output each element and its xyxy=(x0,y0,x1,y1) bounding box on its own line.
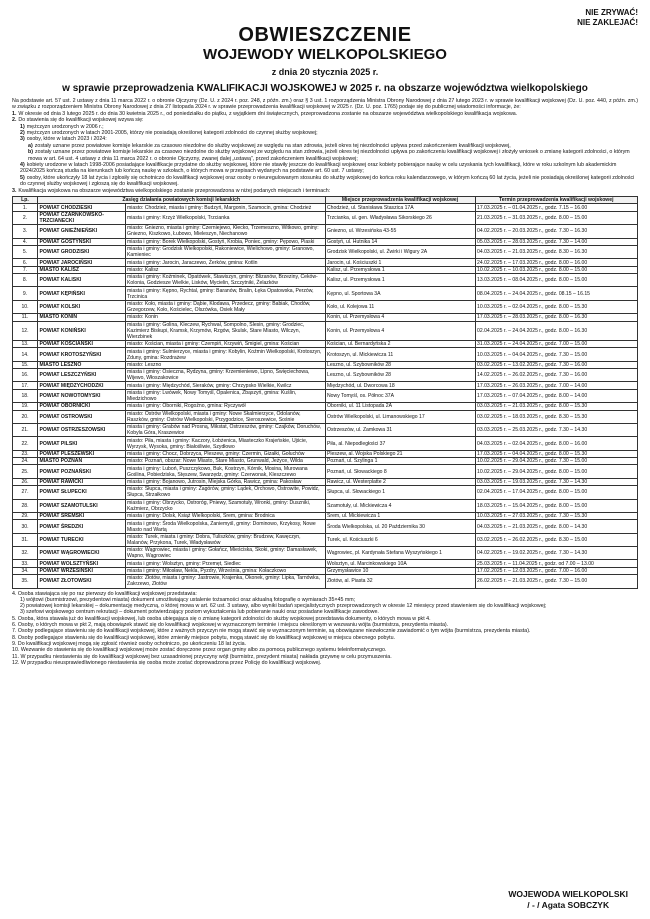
table-row xyxy=(13,533,638,546)
row-number: 4. xyxy=(13,238,38,245)
row-term: 02.04.2025 r. – 24.04.2025 r., godz. 8.00 – 16.30 xyxy=(475,321,638,340)
row-range: miasta i gminy: Krzyż Wielkopolski, Trzcianka xyxy=(125,211,325,224)
row-district: MIASTO LESZNO xyxy=(38,361,126,368)
row-number: 16. xyxy=(13,369,38,382)
table-row xyxy=(13,211,638,224)
row-term: 03.02.2025 r. – 13.02.2025 r., godz. 7.30 – 16.00 xyxy=(475,361,638,368)
row-term: 04.03.2025 r. – 21.03.2025 r., godz. 8.30 – 16.30 xyxy=(475,245,638,258)
row-place: Oborniki, ul. 11 Listopada 2A xyxy=(325,403,475,410)
row-district: POWIAT SZAMOTULSKI xyxy=(38,499,126,512)
row-district: POWIAT KROTOSZYŃSKI xyxy=(38,348,126,361)
row-term: 04.02.2025 r. – 19.02.2025 r., godz. 7.30 – 14.30 xyxy=(475,547,638,560)
row-district: POWIAT LESZCZYŃSKI xyxy=(38,369,126,382)
row-range: miasto: Kościan, miasta i gminy: Czempiń, Krzywiń, Śmigiel, gmina: Kościan xyxy=(125,340,325,347)
row-range: miasta i gminy: Jarocin, Jaraczewo, Żerków, gmina: Kotlin xyxy=(125,259,325,266)
announcement-subject: w sprawie przeprowadzenia KWALIFIKACJI WOJSKOWEJ w 2025 r. na obszarze województwa wielkopolskiego xyxy=(62,83,588,94)
note-item: 10. Wezwanie do stawienia się do kwalifikacji wojskowej może zostać doręczone przez organ gminy albo za pomocą publicznego systemu teleinformatycznego. xyxy=(12,647,387,654)
row-district: POWIAT GNIEŹNIEŃSKI xyxy=(38,225,126,238)
announcement-date: z dnia 20 stycznia 2025 r. xyxy=(271,67,379,77)
table-row xyxy=(13,486,638,499)
row-number: 19. xyxy=(13,403,38,410)
row-number: 14. xyxy=(13,348,38,361)
note-item: 12. W przypadku nieusprawiedliwionego niestawienia się osoba może zostać doprowadzona przez Policję do kwalifikacji wojskowej. xyxy=(12,659,322,666)
point-text: zostały uznane przez powiatowe komisje lekarskie za czasowo niezdolne do służby wojskowej ze względu na stan zdrowia, jeżeli okres tej niezdolności upływa przed zakończeniem kwalifikacji wojskowej, xyxy=(34,142,511,149)
row-number: 6. xyxy=(13,259,38,266)
row-term: 03.03.2025 r. – 21.03.2025 r., godz. 8.00 – 15.30 xyxy=(475,403,638,410)
additional-notes xyxy=(12,591,638,667)
row-district: POWIAT WĄGROWIECKI xyxy=(38,547,126,560)
row-place: Międzychód, ul. Dworcowa 18 xyxy=(325,382,475,389)
point-number: 2) xyxy=(20,130,25,137)
row-district: MIASTO KONIN xyxy=(38,314,126,321)
signature-block xyxy=(508,889,628,911)
row-term: 24.02.2025 r. – 17.03.2025 r., godz. 8.00 – 16.00 xyxy=(475,259,638,266)
row-range: miasta i gminy: Borek Wielkopolski, Gostyń, Krobia, Poniec, gminy: Pępowo, Piaski xyxy=(125,238,325,245)
row-term: 14.02.2025 r. – 26.02.2025 r., godz. 7.30 – 16.00 xyxy=(475,369,638,382)
row-number: 29. xyxy=(13,512,38,519)
table-row xyxy=(13,512,638,519)
note-item: 7. Osoby podlegające stawieniu się do kwalifikacji wojskowej, które z ważnych przyczyn nie mogą stawić się w wyznaczonym terminie, są obowiązane niezwłocznie zawiadomić o tym wójta (burmistrza, prezydenta miasta). xyxy=(12,628,531,635)
row-number: 34. xyxy=(13,567,38,574)
table-row xyxy=(13,389,638,402)
row-place: Gniezno, ul. Wrzesińska 43-55 xyxy=(325,225,475,238)
row-term: 10.03.2025 r. – 27.03.2025 r., godz. 7.30 – 15.30 xyxy=(475,512,638,519)
row-term: 31.03.2025 r. – 24.04.2025 r., godz. 7.00 – 15.00 xyxy=(475,340,638,347)
announcement-point xyxy=(12,162,638,175)
row-term: 17.03.2025 r. – 01.04.2025 r., godz. 7.15 – 16.00 xyxy=(475,204,638,211)
row-term: 10.02.2025 r. – 29.04.2025 r., godz. 7.30 – 15.00 xyxy=(475,458,638,465)
row-place: Ostrów Wielkopolski, ul. Limanowskiego 17 xyxy=(325,410,475,423)
table-row xyxy=(13,369,638,382)
row-district: POWIAT ZŁOTOWSKI xyxy=(38,575,126,588)
point-text: W okresie od dnia 3 lutego 2025 r. do dnia 30 kwietnia 2025 r., od poniedziałku do piątku, z wyjątkiem dni świątecznych, przeprowadzona zostanie na obszarze województwa wielkopolskiego kwalifikacja wojskowa. xyxy=(18,110,518,117)
point-number: 3) xyxy=(20,136,25,143)
row-term: 03.02.2025 r. – 26.02.2025 r., godz. 8.30 – 15.00 xyxy=(475,533,638,546)
row-number: 10. xyxy=(13,300,38,313)
row-term: 03.03.2025 r. – 19.03.2025 r., godz. 7.30 – 14.30 xyxy=(475,478,638,485)
row-range: miasta i gminy: Kępno, Rychtal, gminy: Baranów, Bralin, Łęka Opatowska, Perzów, Trzcinica xyxy=(125,287,325,300)
row-range: miasta i gminy: Międzychód, Sieraków, gminy: Chrzypsko Wielkie, Kwilcz xyxy=(125,382,325,389)
row-number: 30. xyxy=(13,520,38,533)
table-row xyxy=(13,458,638,465)
row-term: 10.03.2025 r. – 04.04.2025 r., godz. 7.30 – 15.00 xyxy=(475,348,638,361)
row-number: 27. xyxy=(13,486,38,499)
row-district: POWIAT KONIŃSKI xyxy=(38,321,126,340)
table-row xyxy=(13,314,638,321)
row-place: Rawicz, ul. Westerplatte 2 xyxy=(325,478,475,485)
do-not-tear-notice xyxy=(577,8,638,28)
row-district: POWIAT ŚREDZKI xyxy=(38,520,126,533)
row-place: Konin, ul. Przemysłowa 4 xyxy=(325,314,475,321)
row-number: 1. xyxy=(13,204,38,211)
legal-basis-paragraph: Na podstawie art. 57 ust. 2 ustawy z dnia 11 marca 2022 r. o obronie Ojczyzny (Dz. U. z 2024 r. poz. 248, z późn. zm.) oraz § 3 ust. 1 rozporządzenia Ministra Obrony Narodowej z dnia 27 lutego 2023 r. w sprawie kwalifikacji wojskowej (Dz. U. poz. 440, z późn. zm.) w związku z rozporządzeniem Ministra Obrony Narodowej z dnia 27 listopada 2024 r. w sprawie przeprowadzenia kwalifikacji wojskowej w 2025 r. (Dz. U. poz. 1765) podaje się do publicznej wiadomości informacje, że: xyxy=(12,98,638,111)
row-district: POWIAT GOSTYŃSKI xyxy=(38,238,126,245)
signature-name: / - / Agata SOBCZYK xyxy=(527,900,610,910)
row-district: POWIAT POZNAŃSKI xyxy=(38,465,126,478)
announcement-points xyxy=(12,111,638,194)
table-header-row xyxy=(13,197,638,204)
row-district: POWIAT NOWOTOMYSKI xyxy=(38,389,126,402)
table-row xyxy=(13,340,638,347)
row-place: Turek, ul. Kościuszki 6 xyxy=(325,533,475,546)
row-place: Poznań, ul. Słowackiego 8 xyxy=(325,465,475,478)
row-number: 15. xyxy=(13,361,38,368)
point-text: mężczyzn urodzonych w 2006 r.; xyxy=(26,123,104,130)
table-row xyxy=(13,450,638,457)
row-number: 25. xyxy=(13,465,38,478)
row-range: miasto: Leszno xyxy=(125,361,325,368)
row-range: miasta i gminy: Golina, Kleczew, Rychwał, Sompolno, Ślesin, gminy: Grodziec, Kazimierz Biskupi, Kramsk, Krzymów, Rzgów, Skulsk, Stare Miasto, Wilczyn, Wierzbinek xyxy=(125,321,325,340)
point-number: a) xyxy=(28,142,33,149)
row-term: 04.02.2025 r. – 20.03.2025 r., godz. 7.30 – 16.30 xyxy=(475,225,638,238)
row-place: Grzymysławice 10 xyxy=(325,567,475,574)
table-row xyxy=(13,204,638,211)
row-district: POWIAT TURECKI xyxy=(38,533,126,546)
do-not-cover-line: NIE ZAKLEJAĆ! xyxy=(577,18,638,27)
row-number: 35. xyxy=(13,575,38,588)
row-district: POWIAT KOŚCIAŃSKI xyxy=(38,340,126,347)
row-range: miasto: Ostrów Wielkopolski, miasta i gminy: Nowe Skalmierzyce, Odolanów, Raszków, gminy: Ostrów Wielkopolski, Przygodzice, Sieroszewice, Sośnie xyxy=(125,410,325,423)
row-range: miasto: Wągrowiec, miasta i gminy: Gołańcz, Mieściska, Skoki, gminy: Damasławek, Wapno, Wągrowiec xyxy=(125,547,325,560)
signature-title: WOJEWODA WIELKOPOLSKI xyxy=(508,889,628,899)
row-place: Szamotuły, ul. Mickiewicza 4 xyxy=(325,499,475,512)
table-row xyxy=(13,520,638,533)
row-district: POWIAT KĘPIŃSKI xyxy=(38,287,126,300)
row-district: POWIAT RAWICKI xyxy=(38,478,126,485)
row-place: Słupca, ul. Słowackiego 1 xyxy=(325,486,475,499)
table-row xyxy=(13,238,638,245)
row-place: Jarocin, ul. Kościuszki 1 xyxy=(325,259,475,266)
header-lp: Lp. xyxy=(13,197,38,204)
table-row xyxy=(13,274,638,287)
table-row xyxy=(13,547,638,560)
point-number: b) xyxy=(28,149,33,156)
row-term: 18.03.2025 r. – 15.04.2025 r., godz. 8.00 – 15.00 xyxy=(475,499,638,512)
table-row xyxy=(13,287,638,300)
header-range: Zasięg działania powiatowych komisji lekarskich xyxy=(38,197,326,204)
row-place: Grodzisk Wielkopolski, ul. Żwirki i Wigury 2A xyxy=(325,245,475,258)
row-term: 17.03.2025 r. – 28.03.2025 r., godz. 8.00 – 16.30 xyxy=(475,314,638,321)
row-term: 26.02.2025 r. – 21.03.2025 r., godz. 7.30 – 15.00 xyxy=(475,575,638,588)
row-district: POWIAT MIĘDZYCHODZKI xyxy=(38,382,126,389)
row-range: miasto: Turek, miasta i gminy: Dobra, Tuliszków, gminy: Brudzew, Kawęczyn, Malanów, Przykona, Turek, Władysławów xyxy=(125,533,325,546)
header-term: Termin przeprowadzenia kwalifikacji wojskowej xyxy=(475,197,638,204)
row-range: miasto: Złotów, miasta i gminy: Jastrowie, Krajenka, Okonek, gminy: Lipka, Tarnówka, Zakrzewo, Złotów xyxy=(125,575,325,588)
header-place: Miejsce przeprowadzenia kwalifikacji wojskowej xyxy=(325,197,475,204)
row-range: miasto: Kalisz xyxy=(125,266,325,273)
point-text: zostały uznane przez powiatowe komisje lekarskie za czasowo niezdolne do służby wojskowej ze względu na stan zdrowia, jeżeli okres tej niezdolności upływa po zakończeniu kwalifikacji wojskowej i złożyły wniosek o zmianę kategorii zdolności, o którym mowa w art. 64 ust. 4 ustawy z dnia 11 marca 2022 r. o obronie Ojczyzny, zwanej dalej „ustawą”, przed zakończeniem kwalifikacji wojskowej; xyxy=(28,149,630,162)
row-number: 23. xyxy=(13,450,38,457)
row-district: POWIAT WOLSZTYŃSKI xyxy=(38,560,126,567)
announcement-header xyxy=(12,24,638,94)
row-number: 3. xyxy=(13,225,38,238)
row-number: 12. xyxy=(13,321,38,340)
row-district: POWIAT CHODZIESKI xyxy=(38,204,126,211)
note-item: 8. Osoby podlegające stawieniu się do kwalifikacji wojskowej, które zmieniły miejsce pobytu, mogą stawić się do kwalifikacji wojskowej w miejscu obecnego pobytu. xyxy=(12,634,396,641)
row-number: 24. xyxy=(13,458,38,465)
table-row xyxy=(13,410,638,423)
row-term: 08.04.2025 r. – 24.04.2025 r., godz. 08.15 – 16.15 xyxy=(475,287,638,300)
row-range: miasta i gminy: Wolsztyn, gminy: Przemęt, Siedlec xyxy=(125,560,325,567)
row-range: miasta i gminy: Miłosław, Nekla, Pyzdry, Września, gmina: Kołaczkowo xyxy=(125,567,325,574)
row-place: Nowy Tomyśl, os. Północ 37A xyxy=(325,389,475,402)
table-row xyxy=(13,478,638,485)
table-row xyxy=(13,321,638,340)
row-place: Wągrowiec, pl. Kardynała Stefana Wyszyńskiego 1 xyxy=(325,547,475,560)
row-number: 5. xyxy=(13,245,38,258)
qualification-schedule-table xyxy=(12,196,638,589)
row-district: POWIAT JAROCIŃSKI xyxy=(38,259,126,266)
table-row xyxy=(13,245,638,258)
row-range: miasta i gminy: Sulmierzyce, miasta i gminy: Kobylin, Koźmin Wielkopolski, Krotoszyn, Zduny, gmina: Rozdrażew xyxy=(125,348,325,361)
row-term: 02.04.2025 r. – 17.04.2025 r., godz. 8.00 – 15.00 xyxy=(475,486,638,499)
row-place: Leszno, ul. Szybowników 28 xyxy=(325,369,475,382)
table-row xyxy=(13,575,638,588)
point-number: 1. xyxy=(12,110,17,117)
point-text: Kwalifikacja wojskowa na obszarze województwa wielkopolskiego zostanie przeprowadzona w niżej podanych miejscach i terminach: xyxy=(18,187,331,194)
row-place: Śrem, ul. Mickiewicza 1 xyxy=(325,512,475,519)
notes-list xyxy=(12,597,638,666)
row-number: 33. xyxy=(13,560,38,567)
announcement-point xyxy=(12,149,638,162)
row-place: Wolsztyn, ul. Marcinkowskiego 10A xyxy=(325,560,475,567)
table-row xyxy=(13,403,638,410)
row-district: POWIAT CZARNKOWSKO-TRZCIANECKI xyxy=(38,211,126,224)
row-term: 04.03.2025 r. – 02.04.2025 r., godz. 8.00 – 16.00 xyxy=(475,437,638,450)
row-range: miasta i gminy: Obrzycko, Ostroróg, Pniewy, Szamotuły, Wronki, gminy: Duszniki, Kaźmierz, Obrzycko xyxy=(125,499,325,512)
row-place: Złotów, al. Piasta 32 xyxy=(325,575,475,588)
row-place: Leszno, ul. Szybowników 28 xyxy=(325,361,475,368)
row-number: 20. xyxy=(13,410,38,423)
row-number: 22. xyxy=(13,437,38,450)
row-number: 32. xyxy=(13,547,38,560)
row-range: miasta i gminy: Koźminek, Opatówek, Stawiszyn, gminy: Blizanów, Brzeziny, Ceków-Kolonia, Godziesze Wielkie, Lisków, Mycielin, Szczytniki, Żelazków xyxy=(125,274,325,287)
row-number: 21. xyxy=(13,423,38,436)
row-range: miasto: Konin xyxy=(125,314,325,321)
row-place: Poznań, ul. Szylinga 1 xyxy=(325,458,475,465)
point-number: 2. xyxy=(12,117,17,124)
note-item: 1) wójtowi (burmistrzowi, prezydentowi miasta) dokument umożliwiający ustalenie tożsamości oraz aktualną fotografię o wymiarach 35×45 mm; xyxy=(20,596,356,603)
row-range: miasto: Poznań, obszar: Nowe Miasto, Stare Miasto, Grunwald, Jeżyce, Wilda xyxy=(125,458,325,465)
table-row xyxy=(13,300,638,313)
row-place: Piła, al. Niepodległości 37 xyxy=(325,437,475,450)
row-number: 9. xyxy=(13,287,38,300)
point-text: kobiety urodzone w latach 1998-2006 posiadające kwalifikacje przydatne do służby wojskowej, które nie stawiły jeszcze do kwalifikacji wojskowej oraz kobiety pobierające naukę w celu uzyskania tych kwalifikacji, które w roku szkolnym lub akademickim 2024/2025 kończą studia na kierunkach lub kończą naukę w szkołach, o których mowa w przepisach wydanych na podstawie art. 60 ust. 7 ustawy; xyxy=(20,162,617,175)
point-number: 5) xyxy=(20,174,25,181)
row-place: Kościan, ul. Bernardyńska 2 xyxy=(325,340,475,347)
note-item: 6. Osoby, o których mowa w pkt 2, mają obowiązek stawić się do kwalifikacji wojskowej w wyznaczonym terminie i miejscu określonym w wezwaniu wójta (burmistrza, prezydenta miasta). xyxy=(12,622,449,629)
row-district: MIASTO KALISZ xyxy=(38,266,126,273)
row-number: 13. xyxy=(13,340,38,347)
row-place: Gostyń, ul. Hutnika 14 xyxy=(325,238,475,245)
row-place: Konin, ul. Przemysłowa 4 xyxy=(325,321,475,340)
table-row xyxy=(13,465,638,478)
row-number: 28. xyxy=(13,499,38,512)
row-term: 04.03.2025 r. – 21.03.2025 r., godz. 8.00 – 14.30 xyxy=(475,520,638,533)
row-district: POWIAT OSTRZESZOWSKI xyxy=(38,423,126,436)
row-term: 13.03.2025 r. – 08.04.2025 r., godz. 8.00 – 15.00 xyxy=(475,274,638,287)
row-place: Środa Wielkopolska, ul. 20 Października 30 xyxy=(325,520,475,533)
row-range: miasta i gminy: Osieczna, Rydzyna, gminy: Krzemieniewo, Lipno, Święciechowa, Wijewo, Włoszakowice xyxy=(125,369,325,382)
row-term: 03.02.2025 r. – 18.03.2025 r., godz. 8.30 – 15.30 xyxy=(475,410,638,423)
table-row xyxy=(13,361,638,368)
row-range: miasta i gminy: Grodzisk Wielkopolski, Rakoniewice, Wielichowo, gminy: Granowo, Kamieniec xyxy=(125,245,325,258)
row-place: Ostrzeszów, ul. Zamkowa 31 xyxy=(325,423,475,436)
point-text: osoby, które ukończyły 18 lat życia i zgłosiły się ochotniczo do kwalifikacji wojskowej oraz osoby o nieuregulowanym stosunku do służby wojskowej do końca roku kalendarzowego, w którym kończą 60 lat życia, jeżeli nie posiadają określonej kategorii zdolności do czynnej służby wojskowej i zgłoszą się do kwalifikacji wojskowej. xyxy=(20,174,635,188)
row-place: Kalisz, ul. Przemysłowa 1 xyxy=(325,274,475,287)
note-item: 11. W przypadku niestawienia się do kwalifikacji wojskowej bez uzasadnionej przyczyny wójt (burmistrz, prezydent miasta) nakłada grzywnę w celu przymuszenia. xyxy=(12,653,392,660)
row-place: Kalisz, ul. Przemysłowa 1 xyxy=(325,266,475,273)
announcement-title: OBWIESZCZENIE xyxy=(238,24,412,46)
row-term: 17.03.2025 r. – 04.04.2025 r., godz. 8.00 – 15.30 xyxy=(475,450,638,457)
point-number: 1) xyxy=(20,123,25,130)
note-item: 9. Do kwalifikacji wojskowej mogą się zgłosić również osoby ochotniczo, po ukończeniu 18 lat życia. xyxy=(12,640,247,647)
table-body xyxy=(13,204,638,588)
row-term: 03.03.2025 r. – 25.03.2025 r., godz. 7.30 – 14.30 xyxy=(475,423,638,436)
table-row xyxy=(13,437,638,450)
notes-heading: 4. Osoba stawiająca się po raz pierwszy do kwalifikacji wojskowej przedstawia: xyxy=(12,590,197,597)
note-item: 3) szefowi wojskowego centrum rekrutacji – dokument potwierdzający poziom wykształcenia lub pobieranie nauki oraz posiadane kwalifikacje zawodowe. xyxy=(20,609,379,616)
point-number: 4) xyxy=(20,162,25,169)
row-range: miasto: Gniezno, miasta i gminy: Czerniejewo, Kłecko, Trzemeszno, Witkowo, gminy: Gniezno, Kiszkowo, Łubowo, Mieleszyn, Niechanowo xyxy=(125,225,325,238)
row-number: 8. xyxy=(13,274,38,287)
row-place: Krotoszyn, ul. Mickiewicza 11 xyxy=(325,348,475,361)
table-row xyxy=(13,382,638,389)
row-range: miasta i gminy: Luboń, Puszczykowo, Buk, Kostrzyn, Kórnik, Mosina, Murowana Goślina, Pobiedziska, Stęszew, Swarzędz, gminy: Czerwonak, Kleszczewo xyxy=(125,465,325,478)
row-term: 05.03.2025 r. – 28.03.2025 r., godz. 7.30 – 14.00 xyxy=(475,238,638,245)
row-range: miasta i gminy: Oborniki, Rogoźno, gmina: Ryczywół xyxy=(125,403,325,410)
row-range: miasto: Koło, miasta i gminy: Dąbie, Kłodawa, Przedecz, gminy: Babiak, Chodów, Grzegorzew, Koło, Kościelec, Olszówka, Osiek Mały xyxy=(125,300,325,313)
row-number: 11. xyxy=(13,314,38,321)
row-place: Pleszew, al. Wojska Polskiego 21 xyxy=(325,450,475,457)
announcement-subtitle: WOJEWODY WIELKOPOLSKIEGO xyxy=(203,46,447,63)
row-range: miasta i gminy: Chocz, Dobrzyca, Pleszew, gminy: Czermin, Gizałki, Gołuchów xyxy=(125,450,325,457)
row-number: 17. xyxy=(13,382,38,389)
row-place: Kępno, ul. Sportowa 3A xyxy=(325,287,475,300)
row-term: 17.02.2025 r. – 12.03.2025 r., godz. 7.00 – 16.00 xyxy=(475,567,638,574)
row-district: POWIAT WRZESIŃSKI xyxy=(38,567,126,574)
row-number: 7. xyxy=(13,266,38,273)
point-text: Do stawienia się do kwalifikacji wojskowej wzywa się: xyxy=(18,117,144,124)
row-district: POWIAT PILSKI xyxy=(38,437,126,450)
do-not-tear-line: NIE ZRYWAĆ! xyxy=(585,8,638,17)
row-district: POWIAT KOLSKI xyxy=(38,300,126,313)
row-district: POWIAT KALISKI xyxy=(38,274,126,287)
point-text: mężczyzn urodzonych w latach 2001-2005, którzy nie posiadają określonej kategorii zdolności do czynnej służby wojskowej; xyxy=(26,130,318,137)
note-item: 5. Osoba, która stawała już do kwalifikacji wojskowej, lub osoba ubiegająca się o zmianę kategorii zdolności do służby wojskowej przedstawia dokumenty, o których mowa w pkt 4. xyxy=(12,615,431,622)
row-term: 25.03.2025 r. – 11.04.2025 r., godz. od 7.00 – 13.00 xyxy=(475,560,638,567)
row-range: miasta i gminy: Dolsk, Książ Wielkopolski, Śrem, gmina: Brodnica xyxy=(125,512,325,519)
table-row xyxy=(13,259,638,266)
table-row xyxy=(13,225,638,238)
row-range: miasta i gminy: Bojanowo, Jutrosin, Miejska Górka, Rawicz, gmina: Pakosław xyxy=(125,478,325,485)
table-row xyxy=(13,266,638,273)
row-district: POWIAT SŁUPECKI xyxy=(38,486,126,499)
row-term: 10.02.2025 r. – 10.03.2025 r., godz. 8.00 – 15.00 xyxy=(475,266,638,273)
point-number: 3. xyxy=(12,187,17,194)
row-place: Trzcianka, ul. gen. Władysława Sikorskiego 26 xyxy=(325,211,475,224)
row-range: miasto: Chodzież, miasta i gminy: Budzyń, Margonin, Szamocin, gmina: Chodzież xyxy=(125,204,325,211)
row-number: 2. xyxy=(13,211,38,224)
row-place: Koło, ul. Kolejowa 11 xyxy=(325,300,475,313)
row-term: 17.03.2025 r. – 26.03.2025 r., godz. 7.00 – 14.00 xyxy=(475,382,638,389)
row-district: POWIAT OSTROWSKI xyxy=(38,410,126,423)
row-term: 10.02.2025 r. – 29.04.2025 r., godz. 8.00 – 15.00 xyxy=(475,465,638,478)
row-number: 26. xyxy=(13,478,38,485)
point-text: osoby, które w latach 2023 i 2024: xyxy=(26,136,107,143)
table-row xyxy=(13,499,638,512)
row-district: POWIAT GRODZISKI xyxy=(38,245,126,258)
announcement-point xyxy=(12,188,638,194)
row-district: POWIAT OBORNICKI xyxy=(38,403,126,410)
table-row xyxy=(13,567,638,574)
row-district: MIASTO POZNAŃ xyxy=(38,458,126,465)
table-row xyxy=(13,560,638,567)
row-range: miasto: Słupca, miasta i gminy: Zagórów, gminy: Lądek, Orchowo, Ostrowite, Powidz, Słupca, Strzałkowo xyxy=(125,486,325,499)
row-district: POWIAT ŚREMSKI xyxy=(38,512,126,519)
row-term: 17.03.2025 r. – 07.04.2025 r., godz. 8.00 – 14.00 xyxy=(475,389,638,402)
row-number: 31. xyxy=(13,533,38,546)
row-term: 21.03.2025 r. – 31.03.2025 r., godz. 8.00 – 15.00 xyxy=(475,211,638,224)
row-term: 10.03.2025 r. – 02.04.2025 r., godz. 8.00 – 15.30 xyxy=(475,300,638,313)
row-range: miasta i gminy: Lwówek, Nowy Tomyśl, Opalenica, Zbąszyń, gmina: Kuślin, Miedzichowo xyxy=(125,389,325,402)
row-district: POWIAT PLESZEWSKI xyxy=(38,450,126,457)
row-number: 18. xyxy=(13,389,38,402)
note-item: 2) powiatowej komisji lekarskiej – dokumentację medyczną, o której mowa w art. 62 ust. 3 ustawy, albo wyniki badań specjalistycznych przeprowadzonych w okresie 12 miesięcy przed stawieniem się do kwalifikacji wojskowej; xyxy=(20,603,547,610)
row-range: miasta i gminy: Środa Wielkopolska, Zaniemyśl, gminy: Dominowo, Krzykosy, Nowe Miasto nad Wartą xyxy=(125,520,325,533)
row-range: miasta i gminy: Grabów nad Prosną, Mikstat, Ostrzeszów, gminy: Czajków, Doruchów, Kobyla Góra, Kraszewice xyxy=(125,423,325,436)
row-place: Chodzież, ul. Stanisława Staszica 17A xyxy=(325,204,475,211)
row-range: miasto: Piła, miasta i gminy: Kaczory, Łobżenica, Miasteczko Krajeńskie, Ujście, Wyrzysk, Wysoka, gminy: Białośliwie, Szydłowo xyxy=(125,437,325,450)
announcement-point xyxy=(12,175,638,188)
table-row xyxy=(13,423,638,436)
table-row xyxy=(13,348,638,361)
